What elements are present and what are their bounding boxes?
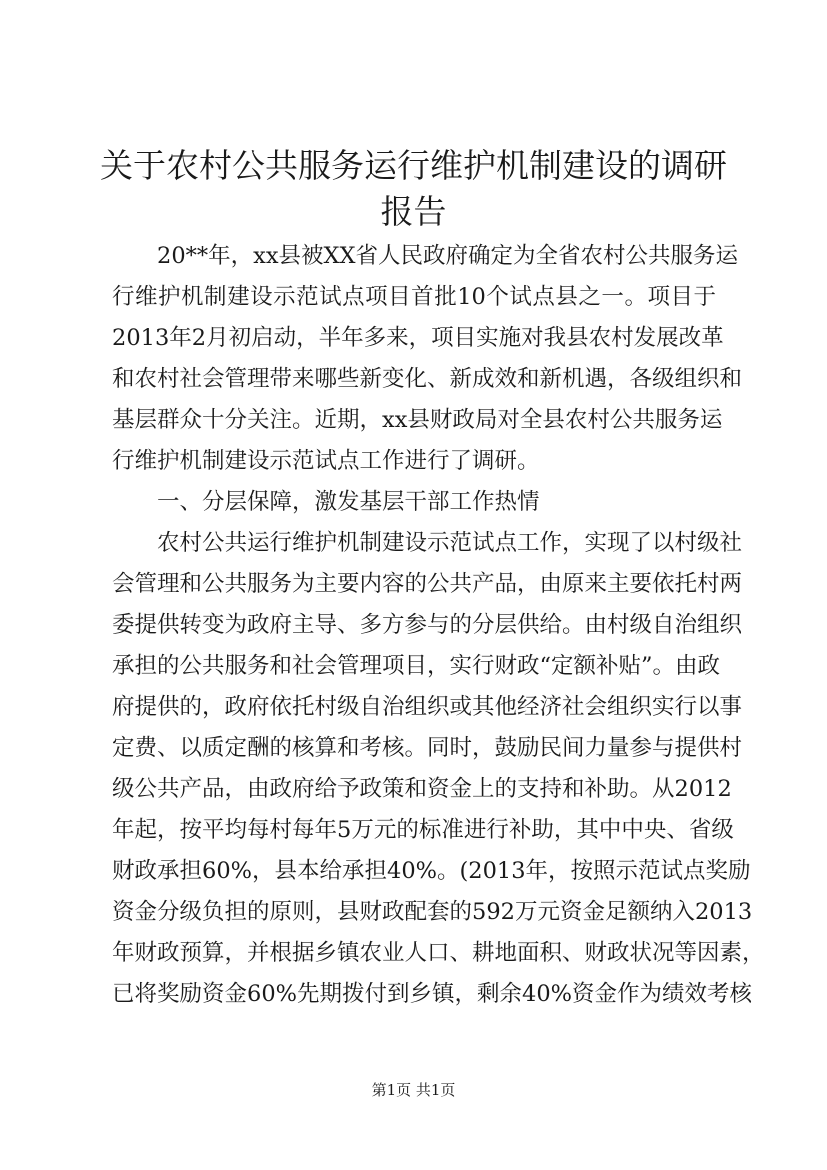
paragraph-1-line-4: 和农村社会管理带来哪些新变化、新成效和新机遇，各级组织和 (112, 366, 743, 392)
paragraph-3-line-5: 府提供的，政府依托村级自治组织或其他经济社会组织实行以事 (112, 694, 743, 720)
document-title: 关于农村公共服务运行维护机制建设的调研报告 (100, 146, 727, 231)
paragraph-3-line-6: 定费、以质定酬的核算和考核。同时，鼓励民间力量参与提供村 (112, 735, 743, 761)
page-number-footer: 第1页 共1页 (371, 1081, 456, 1099)
paragraph-3-line-12: 已将奖励资金60%先期拨付到乡镇，剩余40%资金作为绩效考核 (112, 981, 753, 1007)
paragraph-3-line-3: 委提供转变为政府主导、多方参与的分层供给。由村级自治组织 (112, 612, 743, 638)
paragraph-1-line-6: 行维护机制建设示范试点工作进行了调研。 (112, 448, 540, 474)
paragraph-3-line-11: 年财政预算，并根据乡镇农业人口、耕地面积、财政状况等因素， (112, 940, 765, 966)
paragraph-1-line-3: 2013年2月初启动，半年多来，项目实施对我县农村发展改革 (112, 325, 724, 351)
paragraph-3-line-9: 财政承担60%，县本给承担40%。(2013年，按照示范试点奖励 (112, 858, 751, 884)
paragraph-3-line-2: 会管理和公共服务为主要内容的公共产品，由原来主要依托村两 (112, 571, 743, 597)
paragraph-3-line-10: 资金分级负担的原则，县财政配套的592万元资金足额纳入2013 (112, 899, 753, 925)
paragraph-1-line-2: 行维护机制建设示范试点项目首批10个试点县之一。项目于 (112, 284, 716, 310)
paragraph-3-line-1: 农村公共运行维护机制建设示范试点工作，实现了以村级社 (157, 530, 743, 556)
section-heading-1: 一、分层保障，激发基层干部工作热情 (157, 489, 540, 515)
paragraph-1-line-1: 20**年，xx县被XX省人民政府确定为全省农村公共服务运 (157, 243, 739, 269)
paragraph-3-line-8: 年起，按平均每村每年5万元的标准进行补助，其中中央、省级 (112, 817, 734, 843)
paragraph-1-line-5: 基层群众十分关注。近期，xx县财政局对全县农村公共服务运 (112, 407, 723, 433)
paragraph-3-line-7: 级公共产品，由政府给予政策和资金上的支持和补助。从2012 (112, 776, 732, 802)
paragraph-3-line-4: 承担的公共服务和社会管理项目，实行财政“定额补贴”。由政 (112, 653, 721, 679)
